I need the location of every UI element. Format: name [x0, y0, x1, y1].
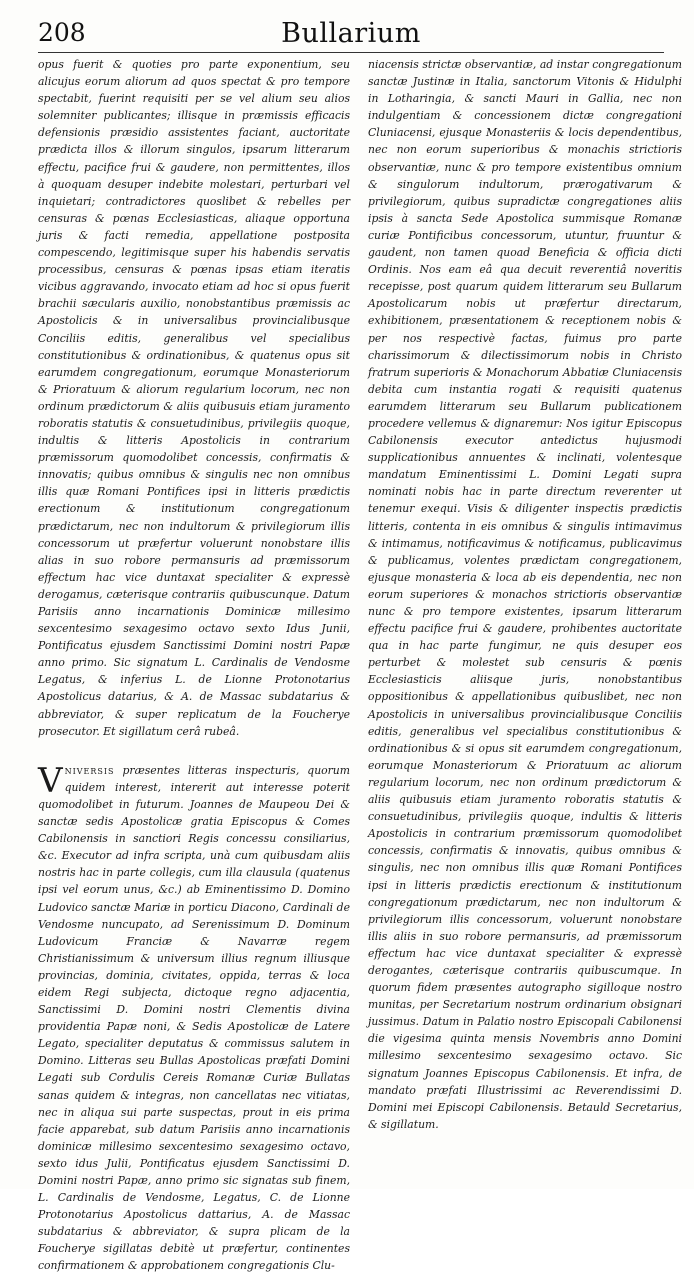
- paragraph-continuation: opus fuerit & quoties pro parte exponentium, seu alicujus eorum aliorum ad quos spectat & pro tempore spectabit, fuerint requisiti per se vel alium seu alios solemniter publicantes; illisque in præmissis efficacis defensionis præsidio assistentes faciant, auctoritate prædicta illos & illorum singulos, ipsarum litterarum effectu, pacifice frui & gaudere, non permittentes, illos à quoquam desuper indebite molestari, perturbari vel inquietari; contradictores quoslibet & rebelles per censuras & pœnas Ecclesiasticas, aliaque opportuna juris & facti remedia, appellatione postposita compescendo, legitimisque super his habendis servatis processibus, censuras & pœnas ipsas etiam iteratis vicibus aggravando, invocato etiam ad hoc si opus fuerit brachii sæcularis auxilio, nonobstantibus præmissis ac Apostolicis & in universalibus provincialibusque Conciliis editis, generalibus vel specialibus constitutionibus & ordinationibus, & quatenus opus sit earumdem congregationum, eorumque Monasteriorum & Prioratuum & aliorum regularium locorum, nec non ordinum prædictorum & aliis quibusuis etiam juramento roboratis statutis & consuetudinibus, privilegiis quoque, indultis & litteris Apostolicis in contrarium præmissorum quomodolibet concessis, confirmatis & innovatis; quibus omnibus & singulis nec non omnibus illis quæ Romani Pontifices ipsi in litteris prædictis erectionum & institutionum congregationum prædictarum, nec non indultorum & privilegiorum illis concessorum ut præfertur voluerunt nonobstare illis alias in suo robore permansuris ad præmissorum effectum hac vice duntaxat specialiter & expressè derogamus, cæterisque contrariis quibuscunque. Datum Parisiis anno incarnationis Dominicæ millesimo sexcentesimo sexagesimo octavo sexto Idus Junii, Pontificatus ejusdem Sanctissimi Domini nostri Papæ anno primo. Sic signatum L. Cardinalis de Vendosme Legatus, & inferius L. de Lionne Protonotarius Apostolicus datarius, & A. de Massac subdatarius & abbreviator, & super replicatum de la Foucherye prosecutor. Et sigillatum cerâ rubeâ.: [38, 58, 350, 738]
- paragraph-universis: [38, 762, 350, 1275]
- header-rule: [38, 52, 664, 53]
- running-title: Bullarium: [281, 18, 421, 49]
- left-column: [38, 56, 350, 1275]
- page-header: [38, 18, 664, 54]
- drop-cap: V: [38, 760, 63, 801]
- right-column: [368, 56, 682, 1133]
- paragraph-right: niacensis strictæ observantiæ, ad instar congregationum sanctæ Justinæ in Italia, sanctorum Vitonis & Hidulphi in Lotharingia, & sancti Mauri in Gallia, nec non indulgentiam & concessionem dictæ congregationi Cluniacensi, ejusque Monasteriis & locis dependentibus, nec non eorum superioribus & monachis strictioris observantiæ, nunc & pro tempore existentibus omnium & singulorum indultorum, prærogativarum & privilegiorum, quibus supradictæ congregationes aliis ipsis à sancta Sede Apostolica summisque Romanæ curiæ Pontificibus concessorum, utuntur, fruuntur & gaudent, non tamen quoad Beneficia & officia dicti Ordinis. Nos eam eâ qua decuit reverentiâ noveritis recepisse, post quarum quidem litterarum seu Bullarum Apostolicarum nobis ut præfertur directarum, exhibitionem, præsentationem & receptionem nobis & per nos respectivè factas, fuimus pro parte charissimorum & dilectissimorum nobis in Christo fratrum superioris & Monachorum Abbatiæ Cluniacensis debita cum instantia rogati & requisiti quatenus earumdem litterarum seu Bullarum publicationem procedere vellemus & dignaremur: Nos igitur Episcopus Cabilonensis executor antedictus hujusmodi supplicationibus annuentes & inclinati, volentesque mandatum Eminentissimi L. Domini Legati supra nominati nobis hac in parte directum reverenter ut tenemur exequi. Visis & diligenter inspectis prædictis litteris, contenta in eis omnibus & singulis intimavimus & intimamus, notificavimus & notificamus, publicavimus & publicamus, volentes prædictam congregationem, ejusque monasteria & loca ab eis dependentia, nec non eorum superiores & monachos strictioris observantiæ nunc & pro tempore existentes, ipsarum litterarum effectu pacifice frui & gaudere, prohibentes auctoritate qua in hac parte fungimur, ne quis desuper eos perturbet & molestet sub censuris & pœnis Ecclesiasticis aliisque juris, nonobstantibus oppositionibus & appellationibus quibuslibet, nec non Apostolicis in universalibus provincialibusque Conciliis editis, generalibus vel specialibus constitutionibus & ordinationibus & si opus sit earumdem congregationum, eorumque Monasteriorum & Prioratuum ac aliorum regularium locorum, nec non ordinum prædictorum & aliis quibusuis etiam juramento roboratis statutis & consuetudinibus, privilegiis quoque, indultis & litteris Apostolicis in contrarium præmissorum quomodolibet concessis, confirmatis & innovatis, quibus omnibus & singulis, nec non omnibus illis quæ Romani Pontifices ipsi in litteris prædictis erectionum & institutionum congregationum prædictarum, nec non indultorum & privilegiorum illis concessorum, voluerunt nonobstare illis aliis in suo robore permansuris, ad præmissorum effectum hac vice duntaxat specialiter & expressè derogantes, cæterisque contrariis quibuscumque. In quorum fidem præsentes autographo sigilloque nostro munitas, per Secretarium nostrum ordinarium obsignari jussimus. Datum in Palatio nostro Episcopali Cabilonensi die vigesima quinta mensis Novembris anno Domini millesimo sexcentesimo sexagesimo octavo. Sic signatum Joannes Episcopus Cabilonensis. Et infra, de mandato præfati Illustrissimi ac Reverendissimi D. Domini mei Episcopi Cabilonensis. Betauld Secretarius, & sigillatum.: [368, 58, 682, 1131]
- opening-word-smallcaps: niversis: [64, 763, 115, 777]
- paragraph-body: præsentes litteras inspecturis, quorum quidem interest, intererit aut interesse poterit quomodolibet in futurum. Joannes de Maupeou Dei & sanctæ sedis Apostolicæ gratia Episcopus & Comes Cabilonensis in sanctiori Regis concessu consiliarius, &c. Executor ad infra scripta, unà cum quibusdam aliis nostris hac in parte collegis, cum illa clausula (quatenus ipsi vel eorum unus, &c.) ab Eminentissimo D. Domino Ludovico sanctæ Mariæ in porticu Diacono, Cardinali de Vendosme nuncupato, ad Serenissimum D. Dominum Ludovicum Franciæ & Navarræ regem Christianissimum & universum illius regnum illiusque provincias, dominia, civitates, oppida, terras & loca eidem Regi subjecta, dictoque regno adjacentia, Sanctissimi D. Domini nostri Clementis divina providentia Papæ noni, & Sedis Apostolicæ de Latere Legato, specialiter deputatus & commissus salutem in Domino. Litteras seu Bullas Apostolicas præfati Domini Legati sub Cordulis Cereis Romanæ Curiæ Bullatas sanas quidem & integras, non cancellatas nec vitiatas, nec in aliqua sui parte suspectas, prout in eis prima facie apparebat, sub datum Parisiis anno incarnationis dominicæ millesimo sexcentesimo sexagesimo octavo, sexto idus Julii, Pontificatus ejusdem Sanctissimi D. Domini nostri Papæ, anno primo sic signatas sub finem, L. Cardinalis de Vendosme, Legatus, C. de Lionne Protonotarius Apostolicus dattarius, A. de Massac subdatarius & abbreviator, & supra plicam de la Foucherye sigillatas debitè ut præfertur, continentes confirmationem & approbationem congregationis Clu-: [38, 763, 350, 1273]
- page-number: 208: [38, 18, 86, 47]
